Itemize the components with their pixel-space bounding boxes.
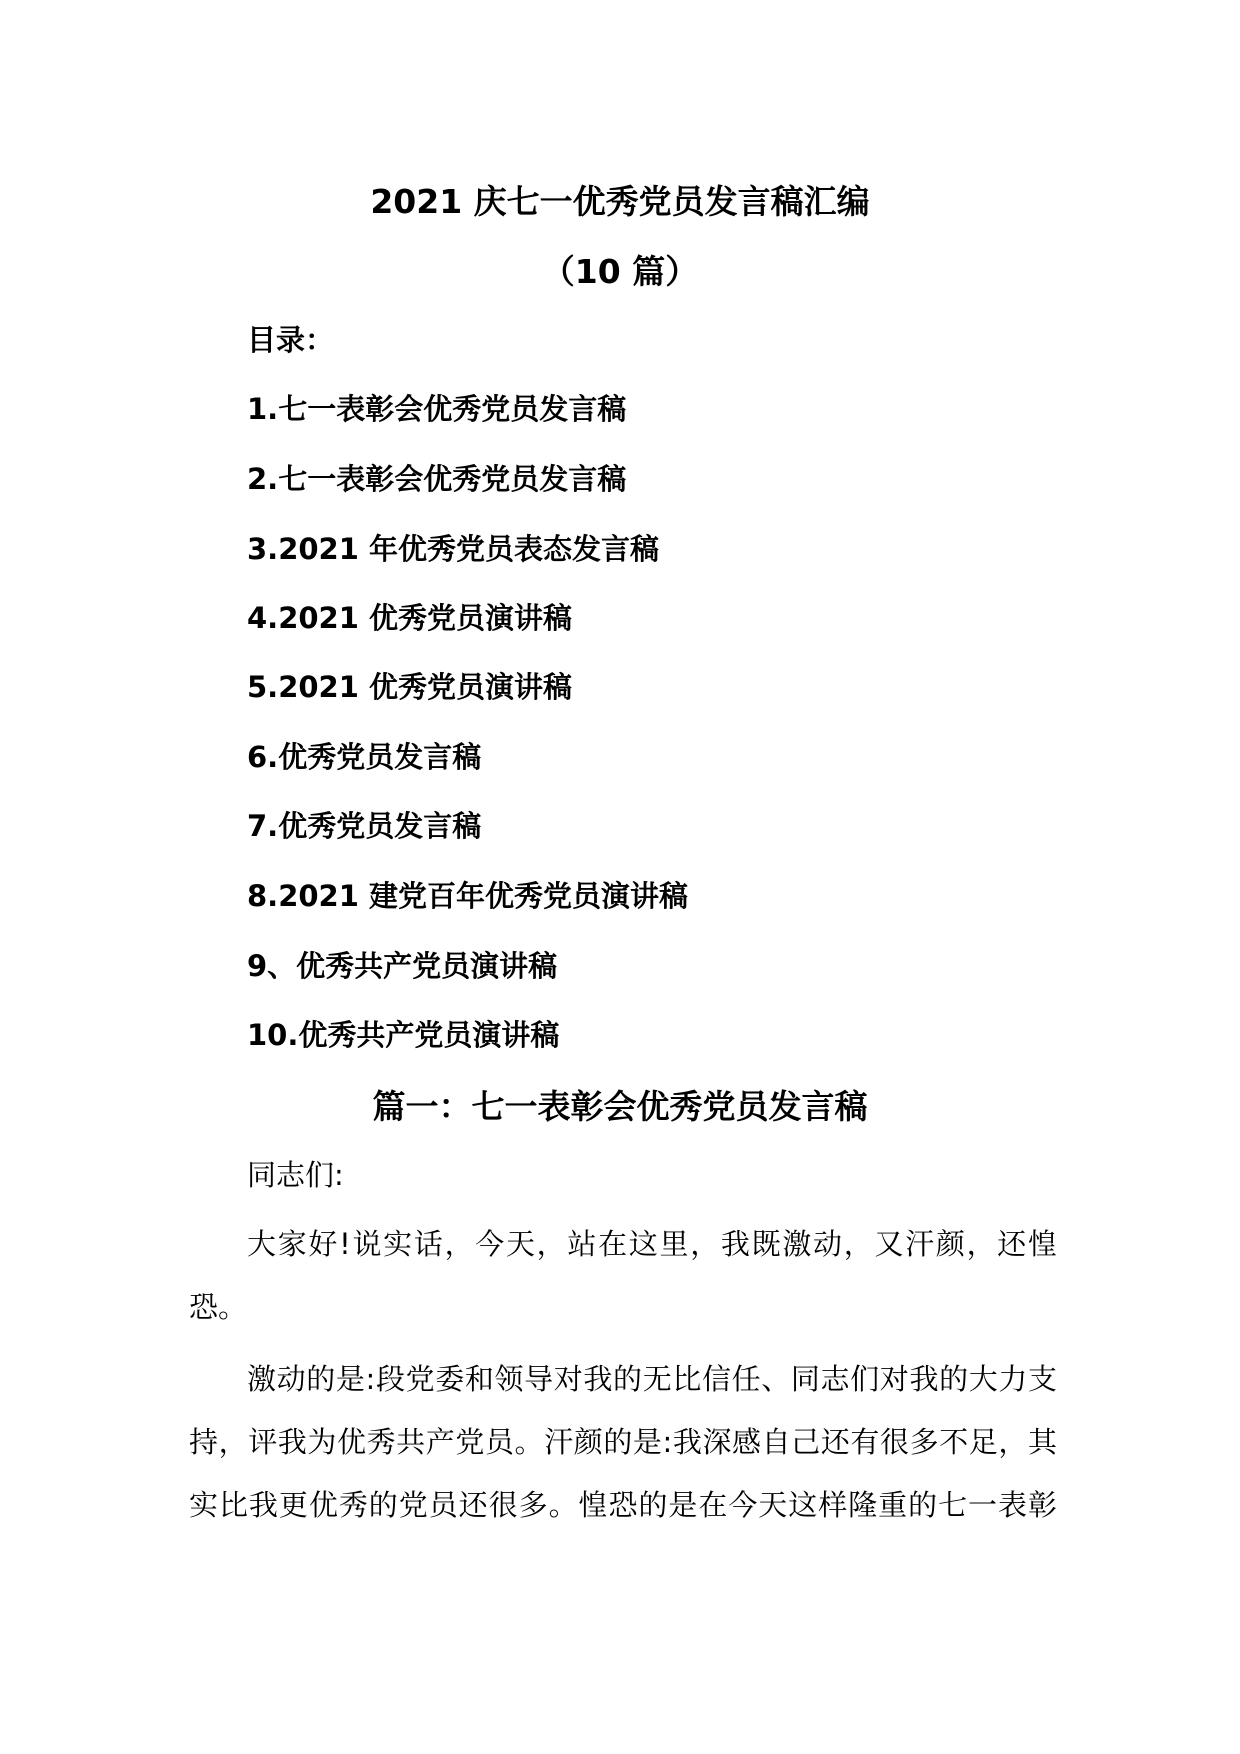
toc-item: 9、优秀共产党员演讲稿 — [247, 949, 558, 983]
section-heading: 篇一：七一表彰会优秀党员发言稿 — [372, 1087, 868, 1126]
salutation: 同志们: — [247, 1158, 344, 1192]
toc-item: 7.优秀党员发言稿 — [247, 809, 482, 843]
toc-item: 4.2021 优秀党员演讲稿 — [247, 601, 573, 635]
toc-item: 1.七一表彰会优秀党员发言稿 — [247, 392, 627, 426]
toc-item: 5.2021 优秀党员演讲稿 — [247, 670, 573, 704]
toc-item: 2.七一表彰会优秀党员发言稿 — [247, 462, 627, 496]
toc-item: 8.2021 建党百年优秀党员演讲稿 — [247, 879, 689, 913]
paragraph-line: 激动的是:段党委和领导对我的无比信任、同志们对我的大力支 — [247, 1362, 1057, 1396]
toc-item: 6.优秀党员发言稿 — [247, 740, 482, 774]
paragraph-line: 恐。 — [189, 1290, 248, 1324]
paragraph-line: 实比我更优秀的党员还很多。惶恐的是在今天这样隆重的七一表彰 — [189, 1488, 1057, 1522]
toc-item: 3.2021 年优秀党员表态发言稿 — [247, 532, 660, 566]
paragraph-line: 持，评我为优秀共产党员。汗颜的是:我深感自己还有很多不足，其 — [189, 1425, 1057, 1459]
document-subtitle: （10 篇） — [541, 252, 699, 291]
toc-heading: 目录： — [247, 323, 335, 357]
toc-item: 10.优秀共产党员演讲稿 — [247, 1018, 560, 1052]
paragraph-line: 大家好!说实话，今天，站在这里，我既激动，又汗颜，还惶 — [247, 1227, 1057, 1261]
document-title: 2021 庆七一优秀党员发言稿汇编 — [370, 182, 870, 221]
